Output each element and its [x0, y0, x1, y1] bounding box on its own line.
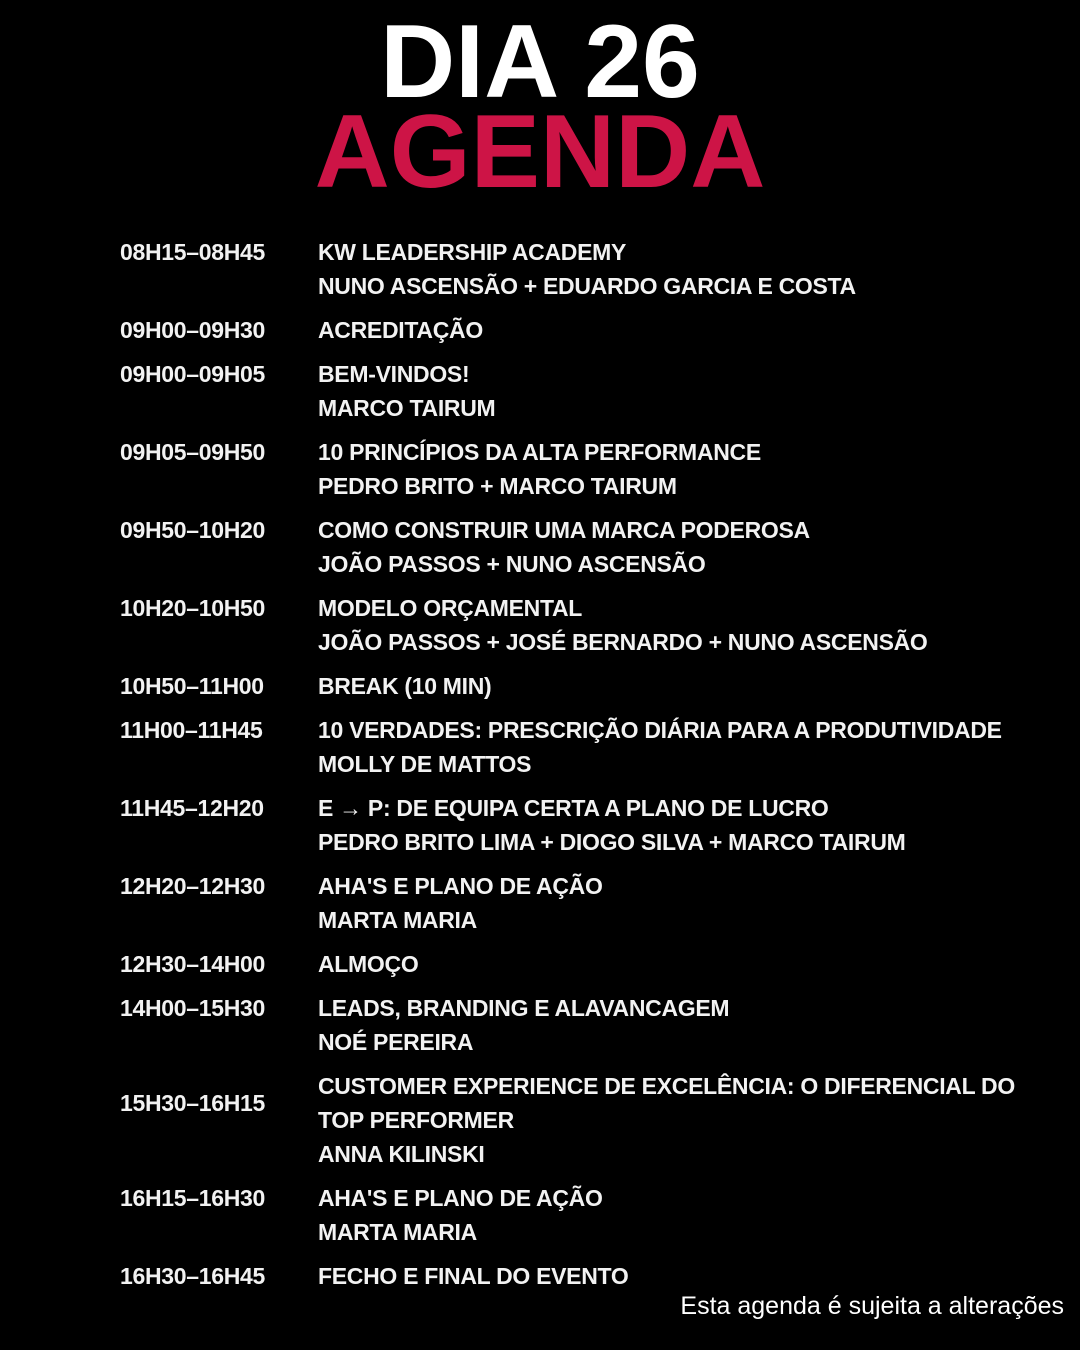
session-content: [318, 513, 1028, 581]
agenda-row: [120, 313, 1080, 347]
agenda-row: [120, 1259, 1080, 1293]
session-speakers: JOÃO PASSOS + JOSÉ BERNARDO + NUNO ASCENSÃO: [318, 629, 928, 655]
session-title: AHA'S E PLANO DE AÇÃO: [318, 873, 603, 899]
agenda-row: [120, 947, 1080, 981]
agenda-title: AGENDA: [314, 94, 766, 210]
session-title: E → P: DE EQUIPA CERTA A PLANO DE LUCRO: [318, 795, 829, 821]
agenda-row: [120, 435, 1080, 503]
agenda-row: [120, 1181, 1080, 1249]
agenda-row: [120, 591, 1080, 659]
session-time: 16H15–16H30: [120, 1185, 266, 1211]
session-speakers: JOÃO PASSOS + NUNO ASCENSÃO: [318, 551, 706, 577]
session-title: CUSTOMER EXPERIENCE DE EXCELÊNCIA: O DIFERENCIAL DO TOP PERFORMER: [318, 1073, 1015, 1133]
agenda-row: [120, 869, 1080, 937]
session-title: FECHO E FINAL DO EVENTO: [318, 1263, 629, 1289]
session-title: COMO CONSTRUIR UMA MARCA PODEROSA: [318, 517, 810, 543]
day-title: DIA 26: [380, 4, 700, 120]
session-time: 09H00–09H05: [120, 361, 266, 387]
agenda-row: [120, 235, 1080, 303]
session-speakers: MARTA MARIA: [318, 1219, 477, 1245]
session-title: AHA'S E PLANO DE AÇÃO: [318, 1185, 603, 1211]
session-title: LEADS, BRANDING E ALAVANCAGEM: [318, 995, 730, 1021]
session-title: ALMOÇO: [318, 951, 419, 977]
session-title: BREAK (10 MIN): [318, 673, 492, 699]
session-time: 09H00–09H30: [120, 317, 266, 343]
session-time: 09H50–10H20: [120, 517, 266, 543]
session-content: [318, 313, 1028, 347]
session-speakers: ANNA KILINSKI: [318, 1141, 485, 1167]
session-time: 11H45–12H20: [120, 795, 264, 821]
agenda-row: [120, 791, 1080, 859]
session-speakers: PEDRO BRITO + MARCO TAIRUM: [318, 473, 677, 499]
session-speakers: NUNO ASCENSÃO + EDUARDO GARCIA E COSTA: [318, 273, 856, 299]
session-title: 10 PRINCÍPIOS DA ALTA PERFORMANCE: [318, 439, 761, 465]
poster-header: [0, 0, 1080, 210]
agenda-row: [120, 991, 1080, 1059]
session-title: KW LEADERSHIP ACADEMY: [318, 239, 627, 265]
session-time: 11H00–11H45: [120, 717, 263, 743]
session-speakers: MARCO TAIRUM: [318, 395, 496, 421]
session-content: [318, 869, 1028, 937]
session-content: [318, 591, 1028, 659]
session-time: 15H30–16H15: [120, 1090, 266, 1116]
session-time: 12H20–12H30: [120, 873, 266, 899]
session-time: 10H50–11H00: [120, 673, 264, 699]
session-content: [318, 435, 1028, 503]
session-content: [318, 1181, 1028, 1249]
session-time: 09H05–09H50: [120, 439, 266, 465]
agenda-row: [120, 1069, 1080, 1171]
session-time: 14H00–15H30: [120, 995, 266, 1021]
session-content: [318, 357, 1028, 425]
session-content: [318, 1259, 1028, 1293]
session-speakers: MOLLY DE MATTOS: [318, 751, 532, 777]
session-time: 12H30–14H00: [120, 951, 266, 977]
session-content: [318, 235, 1028, 303]
session-content: [318, 991, 1028, 1059]
agenda-row: [120, 713, 1080, 781]
session-title: ACREDITAÇÃO: [318, 317, 483, 343]
session-speakers: MARTA MARIA: [318, 907, 477, 933]
session-title: BEM-VINDOS!: [318, 361, 470, 387]
session-content: [318, 791, 1028, 859]
session-content: [318, 713, 1028, 781]
session-title: 10 VERDADES: PRESCRIÇÃO DIÁRIA PARA A PRODUTIVIDADE: [318, 717, 1002, 743]
session-time: 16H30–16H45: [120, 1263, 266, 1289]
session-speakers: PEDRO BRITO LIMA + DIOGO SILVA + MARCO TAIRUM: [318, 829, 906, 855]
session-content: [318, 1069, 1028, 1171]
agenda-row: [120, 357, 1080, 425]
session-speakers: NOÉ PEREIRA: [318, 1029, 474, 1055]
session-time: 08H15–08H45: [120, 239, 266, 265]
session-content: [318, 947, 1028, 981]
agenda-row: [120, 669, 1080, 703]
footer-note: Esta agenda é sujeita a alterações: [680, 1292, 1064, 1320]
session-title: MODELO ORÇAMENTAL: [318, 595, 583, 621]
session-time: 10H20–10H50: [120, 595, 266, 621]
agenda-row: [120, 513, 1080, 581]
session-content: [318, 669, 1028, 703]
schedule-list: [120, 235, 1080, 1293]
